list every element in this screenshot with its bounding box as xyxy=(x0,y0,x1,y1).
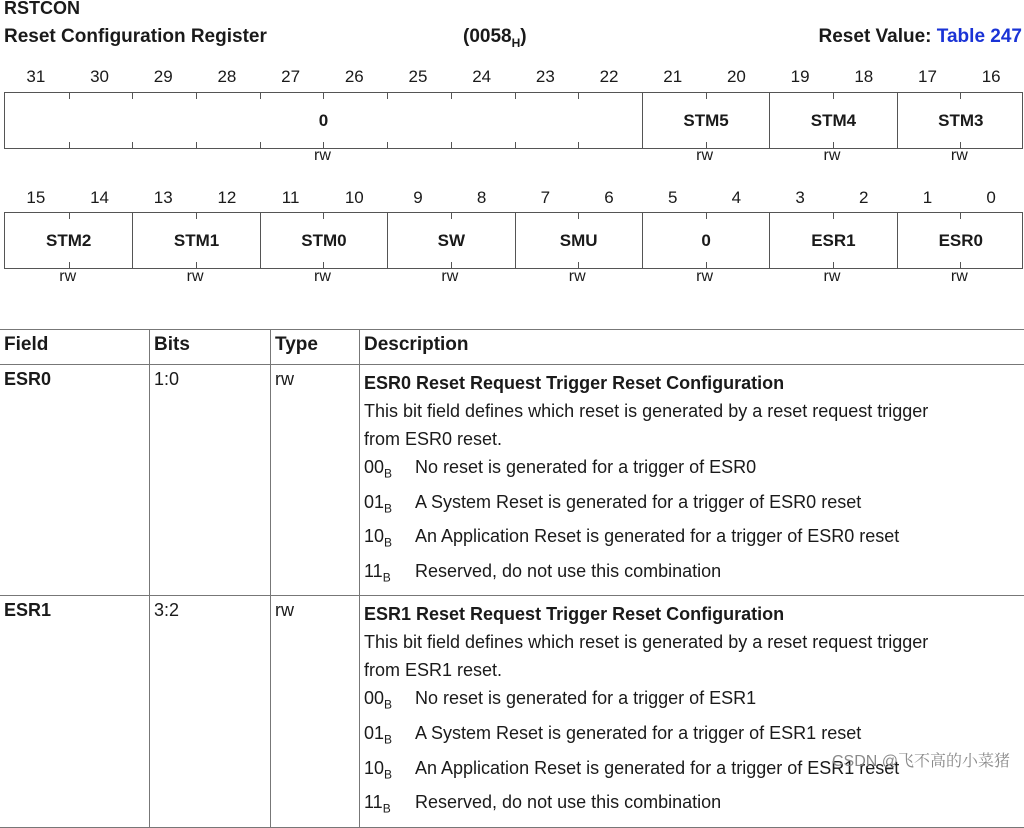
field-access: rw xyxy=(929,147,989,165)
bit-tick xyxy=(515,93,516,99)
field-access: rw xyxy=(292,147,352,165)
bit-number: 30 xyxy=(85,67,115,87)
bit-tick xyxy=(69,142,70,148)
reset-value-label: Reset Value: xyxy=(819,26,937,47)
bit-number: 19 xyxy=(785,67,815,87)
enum-text: An Application Reset is generated for a trigger of ESR1 reset xyxy=(415,754,899,789)
register-field: STM2 xyxy=(5,213,132,268)
field-type: rw xyxy=(271,596,360,827)
register-lower-row xyxy=(4,212,1023,269)
field-access: rw xyxy=(675,268,735,286)
description-title: ESR0 Reset Request Trigger Reset Configuration xyxy=(364,369,1020,397)
bit-tick xyxy=(451,213,452,219)
field-name: ESR1 xyxy=(0,596,150,827)
table-row xyxy=(0,596,1024,827)
bit-number: 17 xyxy=(912,67,942,87)
bit-tick xyxy=(833,213,834,219)
header-description: Description xyxy=(360,330,1024,365)
bit-tick xyxy=(960,93,961,99)
bit-tick xyxy=(387,93,388,99)
header-field: Field xyxy=(0,330,150,365)
field-access: rw xyxy=(420,268,480,286)
header-type: Type xyxy=(271,330,360,365)
reset-value xyxy=(819,26,1022,48)
bit-number: 28 xyxy=(212,67,242,87)
field-access: rw xyxy=(165,268,225,286)
bit-tick xyxy=(132,142,133,148)
description-text: from ESR1 reset. xyxy=(364,656,1020,684)
bit-number: 23 xyxy=(530,67,560,87)
description-title: ESR1 Reset Request Trigger Reset Configuration xyxy=(364,600,1020,628)
field-access: rw xyxy=(929,268,989,286)
bit-tick xyxy=(515,142,516,148)
enum-text: No reset is generated for a trigger of ESR0 xyxy=(415,453,756,488)
bit-tick xyxy=(960,213,961,219)
register-field: ESR0 xyxy=(897,213,1024,268)
bit-tick xyxy=(706,213,707,219)
bit-tick xyxy=(578,93,579,99)
bit-tick xyxy=(69,93,70,99)
bit-tick xyxy=(451,93,452,99)
bit-number: 14 xyxy=(85,188,115,208)
bit-tick xyxy=(196,213,197,219)
register-offset xyxy=(463,26,527,50)
enum-text: A System Reset is generated for a trigger of ESR1 reset xyxy=(415,719,861,754)
bit-number: 18 xyxy=(849,67,879,87)
register-field: STM1 xyxy=(132,213,259,268)
bit-tick xyxy=(387,142,388,148)
field-bits: 3:2 xyxy=(150,596,271,827)
enum-code: $10_B$ xyxy=(364,754,415,789)
bit-number: 15 xyxy=(21,188,51,208)
bit-tick xyxy=(196,93,197,99)
enum-text: Reserved, do not use this combination xyxy=(415,788,721,823)
bit-number: 16 xyxy=(976,67,1006,87)
enum-text: An Application Reset is generated for a trigger of ESR0 reset xyxy=(415,522,899,557)
bit-number: 10 xyxy=(339,188,369,208)
field-access: rw xyxy=(547,268,607,286)
bit-number: 2 xyxy=(849,188,879,208)
field-type: rw xyxy=(271,365,360,596)
field-access: rw xyxy=(38,268,98,286)
enum-row xyxy=(364,488,1020,523)
header-bits: Bits xyxy=(150,330,271,365)
enum-row xyxy=(364,557,1020,592)
register-field: STM5 xyxy=(642,93,769,148)
register-field: 0 xyxy=(5,93,642,148)
register-field: SW xyxy=(387,213,514,268)
bit-number: 31 xyxy=(21,67,51,87)
bit-number: 1 xyxy=(912,188,942,208)
watermark: CSDN @飞不高的小菜猪 xyxy=(832,748,1010,771)
register-name: RSTCON xyxy=(4,0,80,19)
offset-suffix: H xyxy=(512,36,521,50)
bit-tick xyxy=(196,142,197,148)
enum-text: No reset is generated for a trigger of ESR1 xyxy=(415,684,756,719)
bit-number: 22 xyxy=(594,67,624,87)
bit-number: 0 xyxy=(976,188,1006,208)
enum-code-suffix: B xyxy=(384,733,392,747)
bit-number: 29 xyxy=(148,67,178,87)
register-field: 0 xyxy=(642,213,769,268)
field-description xyxy=(360,596,1024,827)
bit-number: 21 xyxy=(658,67,688,87)
enum-text: Reserved, do not use this combination xyxy=(415,557,721,592)
enum-code: $01_B$ xyxy=(364,488,415,523)
enum-row xyxy=(364,684,1020,719)
enum-code-suffix: B xyxy=(383,570,391,584)
enum-text: A System Reset is generated for a trigger of ESR0 reset xyxy=(415,488,861,523)
bit-tick xyxy=(578,213,579,219)
bit-number: 24 xyxy=(467,67,497,87)
bit-number: 12 xyxy=(212,188,242,208)
bit-number: 26 xyxy=(339,67,369,87)
reset-value-link[interactable]: Table 247 xyxy=(937,26,1022,47)
register-field: ESR1 xyxy=(769,213,896,268)
bit-tick xyxy=(578,142,579,148)
offset-value: (0058 xyxy=(463,26,512,47)
field-access: rw xyxy=(802,268,862,286)
bit-number: 9 xyxy=(403,188,433,208)
enum-row xyxy=(364,522,1020,557)
bit-number: 11 xyxy=(276,188,306,208)
bit-number: 3 xyxy=(785,188,815,208)
bit-tick xyxy=(132,93,133,99)
bit-number: 5 xyxy=(658,188,688,208)
register-title: Reset Configuration Register xyxy=(4,26,267,48)
table-row xyxy=(0,365,1024,596)
bit-number: 4 xyxy=(721,188,751,208)
register-field: SMU xyxy=(515,213,642,268)
field-bits: 1:0 xyxy=(150,365,271,596)
register-field: STM4 xyxy=(769,93,896,148)
field-access: rw xyxy=(802,147,862,165)
bit-tick xyxy=(706,93,707,99)
bit-number: 13 xyxy=(148,188,178,208)
enum-code: $10_B$ xyxy=(364,522,415,557)
field-name: ESR0 xyxy=(0,365,150,596)
enum-row xyxy=(364,453,1020,488)
enum-code: $00_B$ xyxy=(364,453,415,488)
field-access: rw xyxy=(675,147,735,165)
enum-code-suffix: B xyxy=(384,501,392,515)
enum-code: $11_B$ xyxy=(364,557,415,592)
bit-tick xyxy=(260,93,261,99)
field-description xyxy=(360,365,1024,596)
bit-tick xyxy=(323,213,324,219)
register-field: STM0 xyxy=(260,213,387,268)
enum-code-suffix: B xyxy=(383,802,391,816)
enum-code-suffix: B xyxy=(384,698,392,712)
enum-code-suffix: B xyxy=(384,767,392,781)
description-text: from ESR0 reset. xyxy=(364,425,1020,453)
bit-tick xyxy=(69,213,70,219)
field-access: rw xyxy=(292,268,352,286)
enum-row xyxy=(364,788,1020,823)
offset-close: ) xyxy=(520,26,526,47)
description-text: This bit field defines which reset is generated by a reset request trigger xyxy=(364,628,1020,656)
description-text: This bit field defines which reset is generated by a reset request trigger xyxy=(364,397,1020,425)
bit-tick xyxy=(833,93,834,99)
bit-number: 27 xyxy=(276,67,306,87)
enum-code-suffix: B xyxy=(384,536,392,550)
field-table-header xyxy=(0,330,1024,365)
bit-tick xyxy=(451,142,452,148)
enum-code: $01_B$ xyxy=(364,719,415,754)
enum-code: $11_B$ xyxy=(364,788,415,823)
enum-code-suffix: B xyxy=(384,467,392,481)
bit-number: 7 xyxy=(530,188,560,208)
register-field: STM3 xyxy=(897,93,1024,148)
bit-number: 25 xyxy=(403,67,433,87)
bit-number: 6 xyxy=(594,188,624,208)
bit-number: 8 xyxy=(467,188,497,208)
bit-tick xyxy=(260,142,261,148)
register-upper-row xyxy=(4,92,1023,149)
enum-code: $00_B$ xyxy=(364,684,415,719)
bit-number: 20 xyxy=(721,67,751,87)
bit-tick xyxy=(323,93,324,99)
